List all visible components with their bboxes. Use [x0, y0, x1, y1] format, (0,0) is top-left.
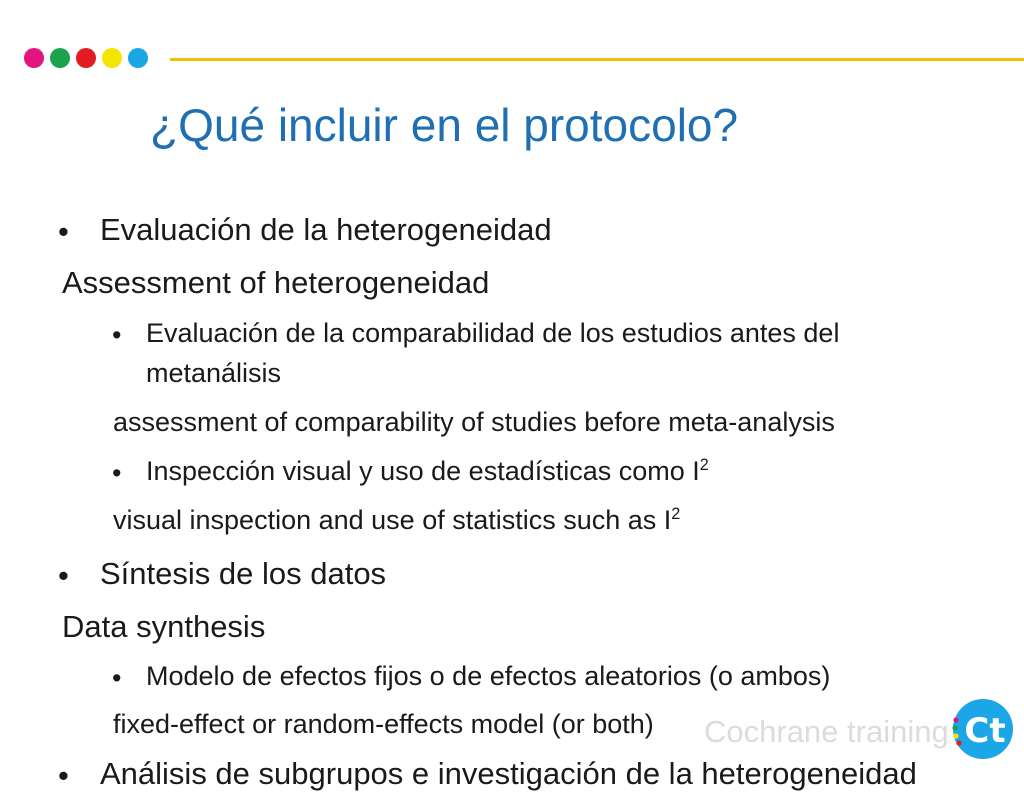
- list-item: Evaluación de la comparabilidad de los estudios antes del: [146, 318, 840, 348]
- list-item: fixed-effect or random-effects model (or both): [113, 709, 654, 739]
- list-item: Síntesis de los datos: [100, 556, 387, 591]
- bullet-dot: •: [112, 663, 122, 693]
- list-item: Modelo de efectos fijos o de efectos aleatorios (o ambos): [146, 661, 831, 691]
- slide-title: ¿Qué incluir en el protocolo?: [150, 99, 739, 151]
- logo-text: Ct: [964, 711, 1006, 751]
- list-item: Assessment of heterogeneidad: [62, 265, 490, 300]
- bullet-dot: •: [112, 458, 122, 488]
- superscript: 2: [671, 505, 681, 523]
- bullet-dot: •: [112, 320, 122, 350]
- list-item: [113, 507, 680, 534]
- footer-watermark: Cochrane training: [704, 714, 949, 749]
- list-item: Análisis de subgrupos e investigación de la heterogeneidad: [100, 756, 917, 791]
- list-item: metanálisis: [146, 358, 282, 388]
- superscript: 2: [699, 456, 709, 474]
- item-text: visual inspection and use of statistics such as I: [113, 505, 672, 535]
- list-item: Evaluación de la heterogeneidad: [100, 212, 552, 247]
- list-item: [146, 458, 709, 485]
- cochrane-training-logo-icon: [950, 694, 1016, 760]
- item-text: Inspección visual y uso de estadísticas como I: [146, 456, 700, 486]
- bullet-dot: •: [58, 558, 69, 593]
- list-item: Data synthesis: [62, 609, 266, 644]
- list-item: assessment of comparability of studies before meta-analysis: [113, 407, 835, 437]
- bullet-dot: •: [58, 214, 69, 249]
- bullet-dot: •: [58, 758, 69, 793]
